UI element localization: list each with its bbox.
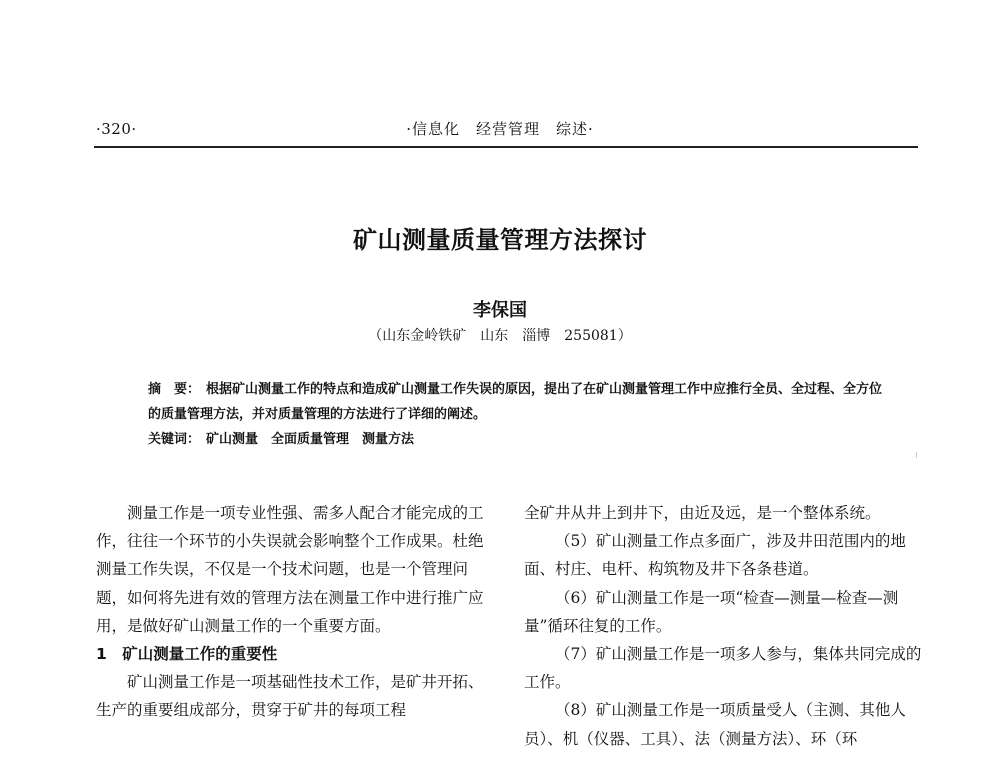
abstract-block (148, 377, 888, 452)
list-item-6: （6）矿山测量工作是一项“检查—测量—检查—测量”循环往复的工作。 (524, 588, 899, 635)
keywords (148, 427, 888, 452)
intro-paragraph: 测量工作是一项专业性强、需多人配合才能完成的工作，往往一个环节的小失误就会影响整个工作成果。杜绝测量工作失误，不仅是一个技术问题，也是一个管理问题，如何将先进有效的管理方法在测量工作中进行推广应用，是做好矿山测量工作的一个重要方面。 (96, 504, 484, 635)
left-column (96, 499, 494, 725)
running-header: ·信息化 经营管理 综述· (406, 120, 594, 138)
abstract-text: 根据矿山测量工作的特点和造成矿山测量工作失误的原因，提出了在矿山测量管理工作中应推行全员、全过程、全方位的质量管理方法，并对质量管理的方法进行了详细的阐述。 (148, 382, 883, 422)
author-affiliation: （山东金岭铁矿 山东 淄博 255081） (368, 328, 632, 344)
author-name: 李保国 (473, 300, 527, 321)
header-rule (94, 146, 918, 148)
keywords-label: 关键词： (148, 432, 201, 447)
right-column (524, 499, 922, 753)
page-number: ·320· (96, 120, 137, 138)
abstract (148, 377, 888, 427)
continued-line: 全矿井从井上到井下，由近及远，是一个整体系统。 (524, 504, 881, 522)
margin-mark (916, 452, 917, 458)
keywords-text: 矿山测量 全面质量管理 测量方法 (206, 432, 415, 447)
section-heading: 1 矿山测量工作的重要性 (96, 645, 278, 664)
list-item-8: （8）矿山测量工作是一项质量受人（主测、其他人员）、机（仪器、工具）、法（测量方法）、环（环 (524, 701, 906, 748)
abstract-label: 摘 要： (148, 382, 201, 397)
list-item-5: （5）矿山测量工作点多面广，涉及井田范围内的地面、村庄、电杆、构筑物及井下各条巷道。 (524, 532, 906, 579)
list-item-7: （7）矿山测量工作是一项多人参与，集体共同完成的工作。 (524, 645, 922, 692)
section-paragraph: 矿山测量工作是一项基础性技术工作，是矿井开拓、生产的重要组成部分，贯穿于矿井的每项工程 (96, 673, 484, 720)
article-title: 矿山测量质量管理方法探讨 (353, 225, 647, 254)
